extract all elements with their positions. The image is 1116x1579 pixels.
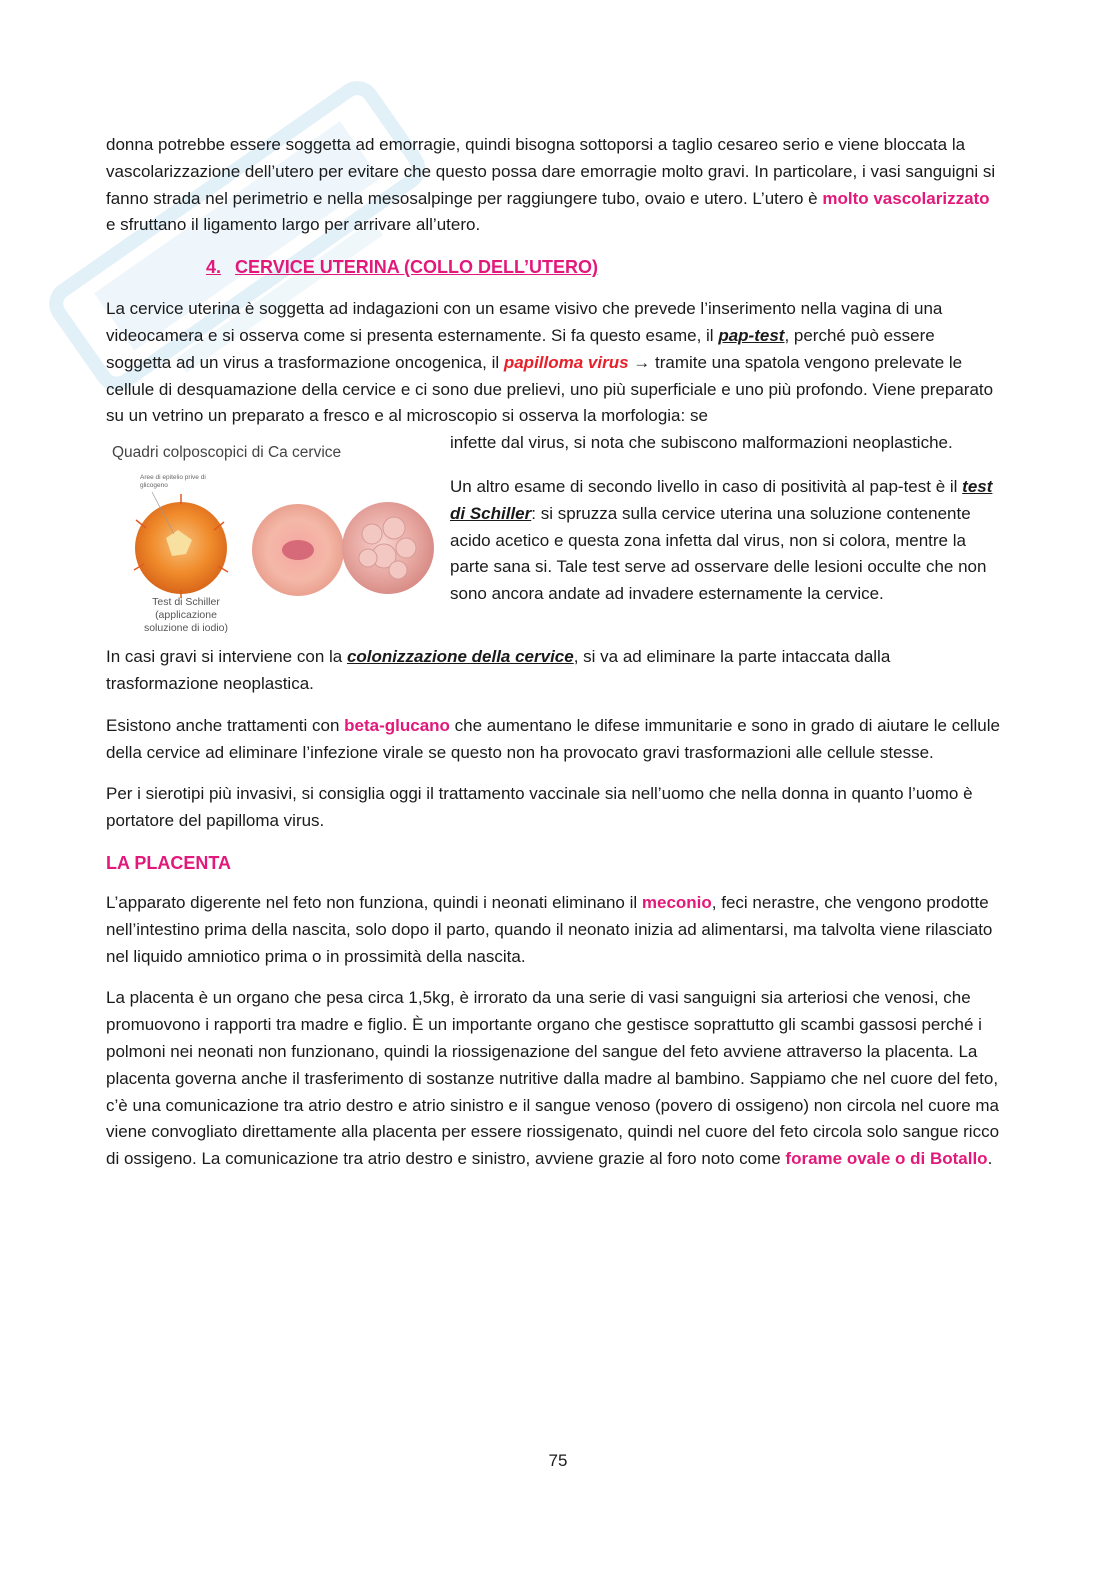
heading-placenta: LA PLACENTA <box>106 852 231 873</box>
figure-label-top: Aree di epitelio prive di glicogeno <box>140 474 206 490</box>
paragraph-schiller: Un altro esame di secondo livello in caso di positività al pap-test è il test di Schiller: si spruzza sulla cervice uterina una soluzione contenente acido acetico e questa zona infetta dal virus, non si colora, mentre la parte sana si. Tale test serve ad osservare delle lesioni occulte che non sono ancora andate ad invadere esternamente la cervice. <box>450 476 993 604</box>
paragraph-placenta: La placenta è un organo che pesa circa 1,5kg, è irrorato da una serie di vasi sanguigni sia arteriosi che venosi, che promuovono i rapporti tra madre e figlio. È un importante organo che gestisce soprattutto gli scambi gassosi perché i polmoni nei neonati non funzionano, quindi la riossigenazione del sangue del feto avviene attraverso la placenta. La placenta governa anche il trasferimento di sostanze nutritive dalla madre al bambino. Sappiamo che nel cuore del feto, c’è una comunicazione tra atrio destro e atrio sinistro e il sangue venoso (povero di ossigeno) non circola nel cuore ma viene convogliato direttamente alla placenta per essere riossigenato, quindi nel cuore del feto circola solo sangue ricco di ossigeno. La comunicazione tra atrio destro e sinistro, avviene grazie al foro noto come forame ovale o di Botallo. <box>106 988 1000 1169</box>
term-colonizzazione: colonizzazione della cervice <box>346 647 574 667</box>
colposcopy-figure <box>106 430 436 635</box>
term-molto-vascolarizzato: molto vascolarizzato <box>822 188 990 208</box>
section-title: CERVICE UTERINA (COLLO DELL’UTERO) <box>235 257 599 278</box>
page-number: 75 <box>548 1451 568 1470</box>
figure-caption: Quadri colposcopici di Ca cervice <box>112 444 342 462</box>
figure-with-text <box>106 430 1002 635</box>
section-number: 4. <box>206 257 222 278</box>
paragraph-pap-test: La cervice uterina è soggetta ad indagazioni con un esame visivo che prevede l’inserimento nella vagina di una videocamera e si osserva come si presenta esternamente. Si fa questo esame, il pap-test, perché può essere soggetta ad un virus a trasformazione oncogenica, il papilloma virus → tramite una spatola vengono prelevate le cellule di desquamazione della cervice e ci sono due prelievi, uno più superficiale e uno più profondo. Viene preparato su un vetrino un preparato a fresco e al microscopio si osserva la morfologia: se <box>106 299 994 426</box>
paragraph-neoplastiche: infette dal virus, si nota che subiscono malformazioni neoplastiche. <box>450 433 953 453</box>
paragraph-vascolarizzazione: donna potrebbe essere soggetta ad emorragie, quindi bisogna sottoporsi a taglio cesareo serio e viene bloccata la vascolarizzazione dell’utero per evitare che questo possa dare emorragie molto gravi. In particolare, i vasi sanguigni si fanno strada nel perimetrio e nella mesosalpinge per raggiungere tubo, ovaio e utero. L’utero è molto vascolarizzato e sfruttano il ligamento largo per arrivare all’utero. <box>106 135 996 235</box>
figure-side-text <box>450 430 1002 630</box>
paragraph-meconio: L’apparato digerente nel feto non funziona, quindi i neonati eliminano il meconio, feci nerastre, che vengono prodotte nell’intestino prima della nascita, solo dopo il parto, quando il neonato inizia ad alimentarsi, ma talvolta viene rilasciato nel liquido amniotico prima o in prossimità della nascita. <box>106 892 993 966</box>
paragraph-beta-glucano: Esistono anche trattamenti con beta-glucano che aumentano le difese immunitarie e sono in grado di aiutare le cellule della cervice ad eliminare l’infezione virale se questo non ha provocato gravi trasformazioni alle cellule stesse. <box>106 715 1000 762</box>
term-pap-test: pap-test <box>718 325 785 345</box>
paragraph-colonizzazione: In casi gravi si interviene con la colonizzazione della cervice, si va ad eliminare la parte intaccata dalla trasformazione neoplastica. <box>106 647 891 693</box>
term-beta-glucano: beta-glucano <box>344 715 450 735</box>
term-forame-ovale: forame ovale o di Botallo <box>785 1149 988 1169</box>
term-test-di-schiller: test di Schiller <box>450 476 993 523</box>
paragraph-vaccino: Per i sierotipi più invasivi, si consiglia oggi il trattamento vaccinale sia nell’uomo che nella donna in quanto l’uomo è portatore del papilloma virus. <box>106 784 973 831</box>
section-heading-cervice <box>206 254 1002 280</box>
figure-label-bottom: Test di Schiller (applicazione soluzione di iodio) <box>143 596 229 635</box>
term-meconio: meconio <box>641 892 712 912</box>
term-papilloma-virus: papilloma virus <box>503 352 629 372</box>
document-page <box>106 132 1002 1188</box>
